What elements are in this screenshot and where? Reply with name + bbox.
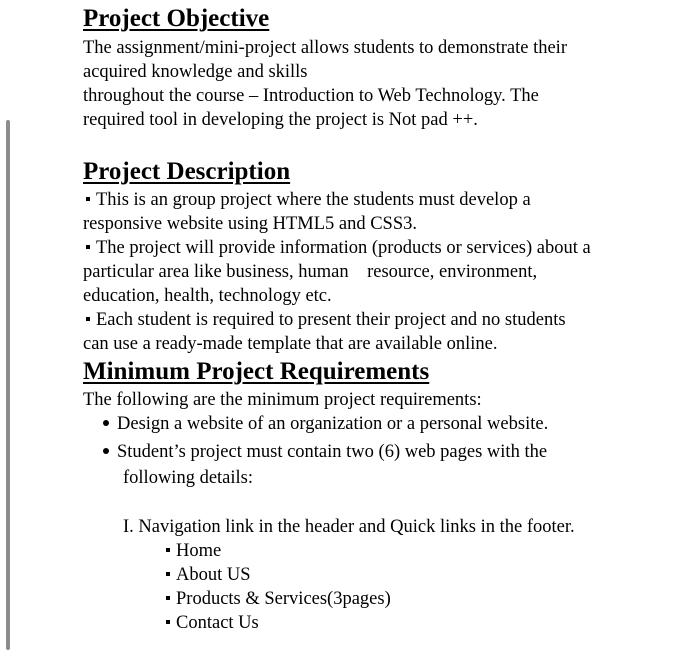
round-bullet-icon bbox=[103, 420, 109, 426]
objective-line: acquired knowledge and skills bbox=[83, 62, 308, 82]
objective-line: required tool in developing the project is Not pad ++. bbox=[83, 110, 478, 130]
requirements-bullet: Student’s project must contain two (6) web pages with the bbox=[103, 440, 547, 464]
square-bullet-icon bbox=[166, 572, 170, 576]
page-list-item: Home bbox=[163, 539, 221, 563]
square-bullet-icon bbox=[86, 317, 90, 321]
square-bullet-icon bbox=[166, 620, 170, 624]
description-bullet: Each student is required to present their project and no students bbox=[83, 308, 566, 332]
objective-line: throughout the course – Introduction to Web Technology. The bbox=[83, 86, 539, 106]
square-bullet-icon bbox=[166, 596, 170, 600]
requirement-item-i: I. Navigation link in the header and Quick links in the footer. bbox=[123, 517, 575, 537]
description-line: responsive website using HTML5 and CSS3. bbox=[83, 214, 418, 234]
description-line: education, health, technology etc. bbox=[83, 286, 332, 306]
square-bullet-icon bbox=[166, 548, 170, 552]
round-bullet-icon bbox=[103, 448, 109, 454]
left-margin-bar bbox=[6, 120, 10, 650]
page-list-item: Contact Us bbox=[163, 611, 259, 635]
description-bullet: This is an group project where the students must develop a bbox=[83, 188, 531, 212]
square-bullet-icon bbox=[86, 245, 90, 249]
description-line: can use a ready-made template that are available online. bbox=[83, 334, 498, 354]
objective-line: The assignment/mini-project allows students to demonstrate their bbox=[83, 38, 567, 58]
description-heading: Project Description bbox=[83, 158, 291, 185]
square-bullet-icon bbox=[86, 197, 90, 201]
requirements-heading: Minimum Project Requirements bbox=[83, 358, 430, 385]
page-list-item: About US bbox=[163, 563, 251, 587]
description-line: particular area like business, human resource, environment, bbox=[83, 262, 538, 282]
requirements-bullet: Design a website of an organization or a personal website. bbox=[103, 412, 548, 436]
requirements-intro: The following are the minimum project requirements: bbox=[83, 390, 482, 410]
requirements-line: following details: bbox=[123, 468, 253, 488]
description-bullet: The project will provide information (products or services) about a bbox=[83, 236, 591, 260]
objective-heading: Project Objective bbox=[83, 5, 270, 32]
page-list-item: Products & Services(3pages) bbox=[163, 587, 391, 611]
